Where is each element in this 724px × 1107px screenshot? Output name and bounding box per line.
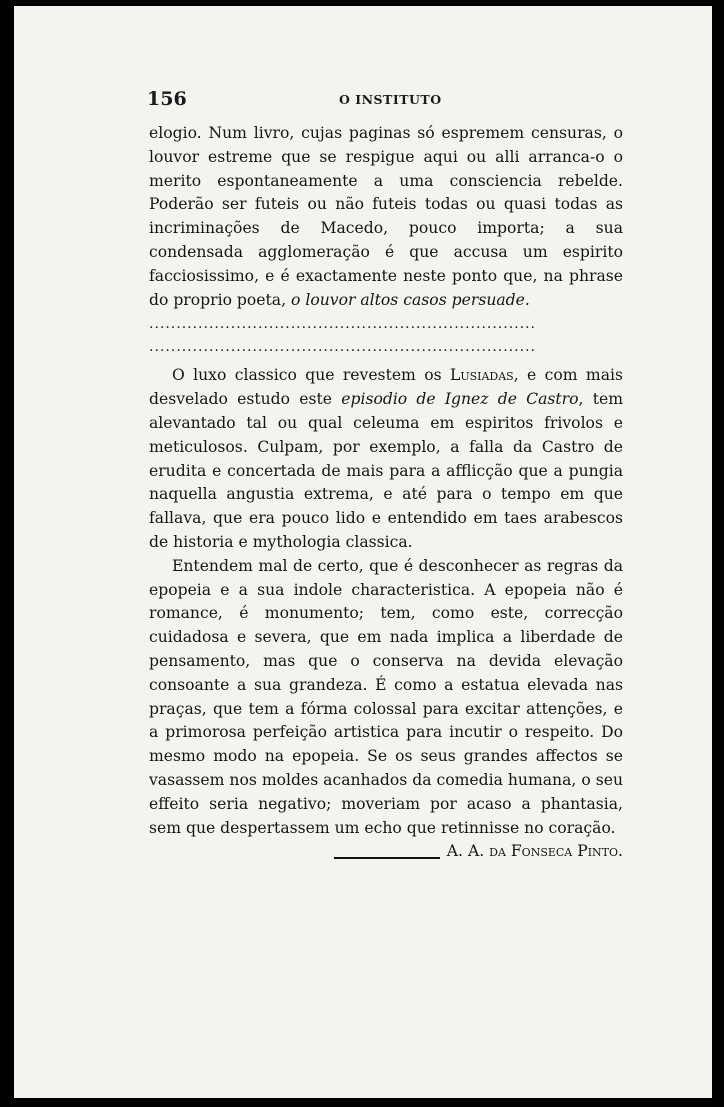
closing-rule (334, 857, 440, 859)
running-head: O INSTITUTO (339, 92, 442, 107)
author-signature: A. A. da Fonseca Pinto. (446, 842, 623, 861)
paragraph-2 (149, 364, 623, 554)
episode-title: episodio de Ignez de Castro (341, 390, 579, 409)
ellipsis-line: ....................................................................... (149, 339, 536, 356)
paragraph-1-quote: o louvor altos casos persuade. (291, 290, 530, 309)
paragraph-1-text: elogio. Num livro, cujas paginas só espremem censuras, o louvor estreme que se respigue aqui ou alli arranca-o o merito espontaneamente a uma consciencia rebelde. Poderão ser futeis ou não futeis todas ou quasi todas as incriminações de Macedo, pouco importa; a sua condensada agglomeração é que accusa um espirito facciosissimo, e é exactamente neste ponto que, na phrase do proprio poeta, (149, 124, 623, 309)
book-page (14, 6, 712, 1098)
body-text (149, 122, 623, 864)
lusiadas-title: Lusiadas (449, 366, 514, 385)
paragraph-3: Entendem mal de certo, que é desconhecer as regras da epopeia e a sua indole characteristica. A epopeia não é romance, é monumento; tem, como este, correcção cuidadosa e severa, que em nada implica a liberdade de pensamento, mas que o conserva na devida elevação consoante a sua grandeza. É como a estatua elevada nas praças, que tem a fórma colossal para excitar attenções, e a primorosa perfeição artistica para incutir o respeito. Do mesmo modo na epopeia. Se os seus grandes affectos se vasassem nos moldes acanhados da comedia humana, o seu effeito seria negativo; moveriam por acaso a phantasia, sem que despertassem um echo que retinnisse no coração. (149, 556, 623, 837)
paragraph-2-part: O luxo classico que revestem os (172, 366, 450, 385)
ellipsis-line: ....................................................................... (149, 316, 536, 333)
page-number: 156 (147, 88, 187, 110)
paragraph-1 (149, 122, 623, 312)
paragraph-2-part: , tem alevantado tal ou qual celeuma em espiritos frivolos e meticulosos. Culpam, por exemplo, a falla da Castro de erudita e concertada de mais para a afflicção que a pungia naquella angustia extrema, e até para o tempo em que fallava, que era pouco lido e entendido em taes arabescos de historia e mythologia classica. (149, 390, 623, 551)
paragraph-2-part: , e com mais desvelado estudo este (149, 366, 623, 409)
page-header (14, 88, 712, 112)
